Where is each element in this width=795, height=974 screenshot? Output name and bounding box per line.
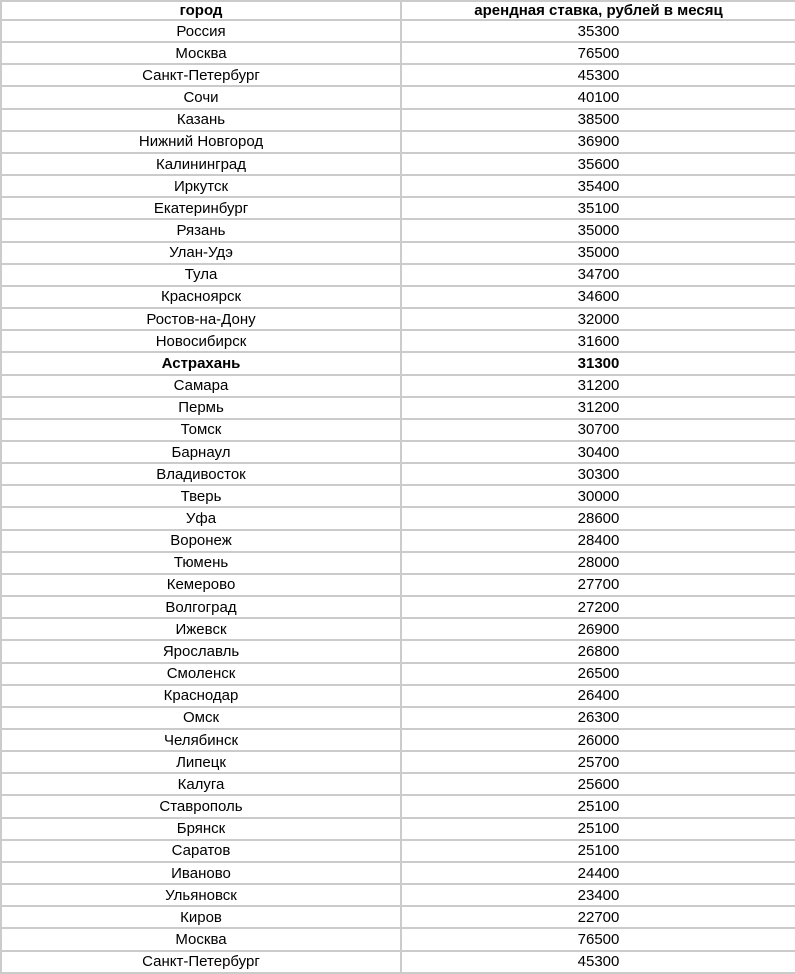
rate-cell: 26900	[401, 618, 795, 640]
table-body	[1, 20, 795, 973]
rate-cell: 26500	[401, 663, 795, 685]
rate-cell: 35600	[401, 153, 795, 175]
city-cell: Ярославль	[1, 640, 401, 662]
city-cell: Липецк	[1, 751, 401, 773]
rate-cell: 24400	[401, 862, 795, 884]
city-cell: Уфа	[1, 507, 401, 529]
table-row	[1, 862, 795, 884]
rate-cell: 40100	[401, 86, 795, 108]
table-row	[1, 375, 795, 397]
rate-cell: 25100	[401, 840, 795, 862]
rate-cell: 26400	[401, 685, 795, 707]
rate-cell: 45300	[401, 951, 795, 973]
table-row	[1, 618, 795, 640]
table-row	[1, 596, 795, 618]
rate-cell: 35100	[401, 197, 795, 219]
header-row	[1, 1, 795, 20]
city-cell: Санкт-Петербург	[1, 64, 401, 86]
city-cell: Омск	[1, 707, 401, 729]
rate-cell: 31200	[401, 397, 795, 419]
city-cell: Кемерово	[1, 574, 401, 596]
city-cell: Сочи	[1, 86, 401, 108]
table-row	[1, 64, 795, 86]
rate-cell: 23400	[401, 884, 795, 906]
city-cell: Тула	[1, 264, 401, 286]
city-cell: Рязань	[1, 219, 401, 241]
city-cell: Смоленск	[1, 663, 401, 685]
rate-cell: 26000	[401, 729, 795, 751]
rate-cell: 25100	[401, 795, 795, 817]
rate-cell: 30400	[401, 441, 795, 463]
table-row	[1, 264, 795, 286]
rate-cell: 45300	[401, 64, 795, 86]
table-row	[1, 663, 795, 685]
table-row	[1, 884, 795, 906]
rate-cell: 31300	[401, 352, 795, 374]
city-cell: Калуга	[1, 773, 401, 795]
city-cell: Ставрополь	[1, 795, 401, 817]
rate-cell: 35300	[401, 20, 795, 42]
table-row	[1, 308, 795, 330]
city-cell: Улан-Удэ	[1, 242, 401, 264]
city-cell: Казань	[1, 109, 401, 131]
city-cell: Иваново	[1, 862, 401, 884]
table-row	[1, 175, 795, 197]
rate-cell: 28600	[401, 507, 795, 529]
city-cell: Красноярск	[1, 286, 401, 308]
table-row	[1, 773, 795, 795]
table-row	[1, 20, 795, 42]
city-cell: Нижний Новгород	[1, 131, 401, 153]
rate-cell: 34700	[401, 264, 795, 286]
table-row	[1, 397, 795, 419]
table-row	[1, 530, 795, 552]
rate-cell: 30000	[401, 485, 795, 507]
table-row	[1, 552, 795, 574]
city-cell: Тюмень	[1, 552, 401, 574]
rate-cell: 26300	[401, 707, 795, 729]
table-row	[1, 795, 795, 817]
table-row	[1, 219, 795, 241]
rate-cell: 38500	[401, 109, 795, 131]
city-cell: Воронеж	[1, 530, 401, 552]
table-row	[1, 131, 795, 153]
city-cell: Новосибирск	[1, 330, 401, 352]
rate-column-header: арендная ставка, рублей в месяц	[401, 1, 795, 20]
city-cell: Барнаул	[1, 441, 401, 463]
rate-cell: 32000	[401, 308, 795, 330]
rate-cell: 36900	[401, 131, 795, 153]
city-cell: Россия	[1, 20, 401, 42]
rate-cell: 25700	[401, 751, 795, 773]
city-cell: Волгоград	[1, 596, 401, 618]
table-row	[1, 507, 795, 529]
city-cell: Москва	[1, 42, 401, 64]
rate-cell: 35000	[401, 219, 795, 241]
table-row	[1, 574, 795, 596]
table-row	[1, 640, 795, 662]
rate-cell: 28000	[401, 552, 795, 574]
table-row	[1, 818, 795, 840]
city-cell: Владивосток	[1, 463, 401, 485]
table-row	[1, 840, 795, 862]
city-cell: Самара	[1, 375, 401, 397]
rate-cell: 76500	[401, 928, 795, 950]
rate-cell: 31200	[401, 375, 795, 397]
table-row	[1, 352, 795, 374]
city-cell: Москва	[1, 928, 401, 950]
city-cell: Астрахань	[1, 352, 401, 374]
table-row	[1, 751, 795, 773]
table-row	[1, 707, 795, 729]
city-cell: Краснодар	[1, 685, 401, 707]
rate-cell: 35000	[401, 242, 795, 264]
city-cell: Саратов	[1, 840, 401, 862]
city-cell: Брянск	[1, 818, 401, 840]
table-row	[1, 928, 795, 950]
city-cell: Киров	[1, 906, 401, 928]
table-row	[1, 441, 795, 463]
table-row	[1, 42, 795, 64]
table-row	[1, 197, 795, 219]
rate-cell: 28400	[401, 530, 795, 552]
table-row	[1, 242, 795, 264]
rate-cell: 30300	[401, 463, 795, 485]
table-row	[1, 286, 795, 308]
city-cell: Ростов-на-Дону	[1, 308, 401, 330]
rate-cell: 22700	[401, 906, 795, 928]
table-row	[1, 153, 795, 175]
city-cell: Томск	[1, 419, 401, 441]
table-row	[1, 330, 795, 352]
rate-cell: 25600	[401, 773, 795, 795]
rate-cell: 76500	[401, 42, 795, 64]
table-row	[1, 685, 795, 707]
table-row	[1, 951, 795, 973]
city-cell: Ижевск	[1, 618, 401, 640]
table-row	[1, 109, 795, 131]
table-row	[1, 463, 795, 485]
rate-cell: 26800	[401, 640, 795, 662]
rate-cell: 27200	[401, 596, 795, 618]
city-cell: Тверь	[1, 485, 401, 507]
city-cell: Иркутск	[1, 175, 401, 197]
table-row	[1, 86, 795, 108]
rate-cell: 27700	[401, 574, 795, 596]
rate-cell: 31600	[401, 330, 795, 352]
city-cell: Санкт-Петербург	[1, 951, 401, 973]
table-row	[1, 729, 795, 751]
rate-cell: 34600	[401, 286, 795, 308]
table-row	[1, 906, 795, 928]
city-cell: Калининград	[1, 153, 401, 175]
city-cell: Ульяновск	[1, 884, 401, 906]
rate-cell: 30700	[401, 419, 795, 441]
rate-cell: 35400	[401, 175, 795, 197]
city-cell: Челябинск	[1, 729, 401, 751]
rate-cell: 25100	[401, 818, 795, 840]
table-row	[1, 419, 795, 441]
city-cell: Екатеринбург	[1, 197, 401, 219]
city-column-header: город	[1, 1, 401, 20]
city-cell: Пермь	[1, 397, 401, 419]
table-row	[1, 485, 795, 507]
